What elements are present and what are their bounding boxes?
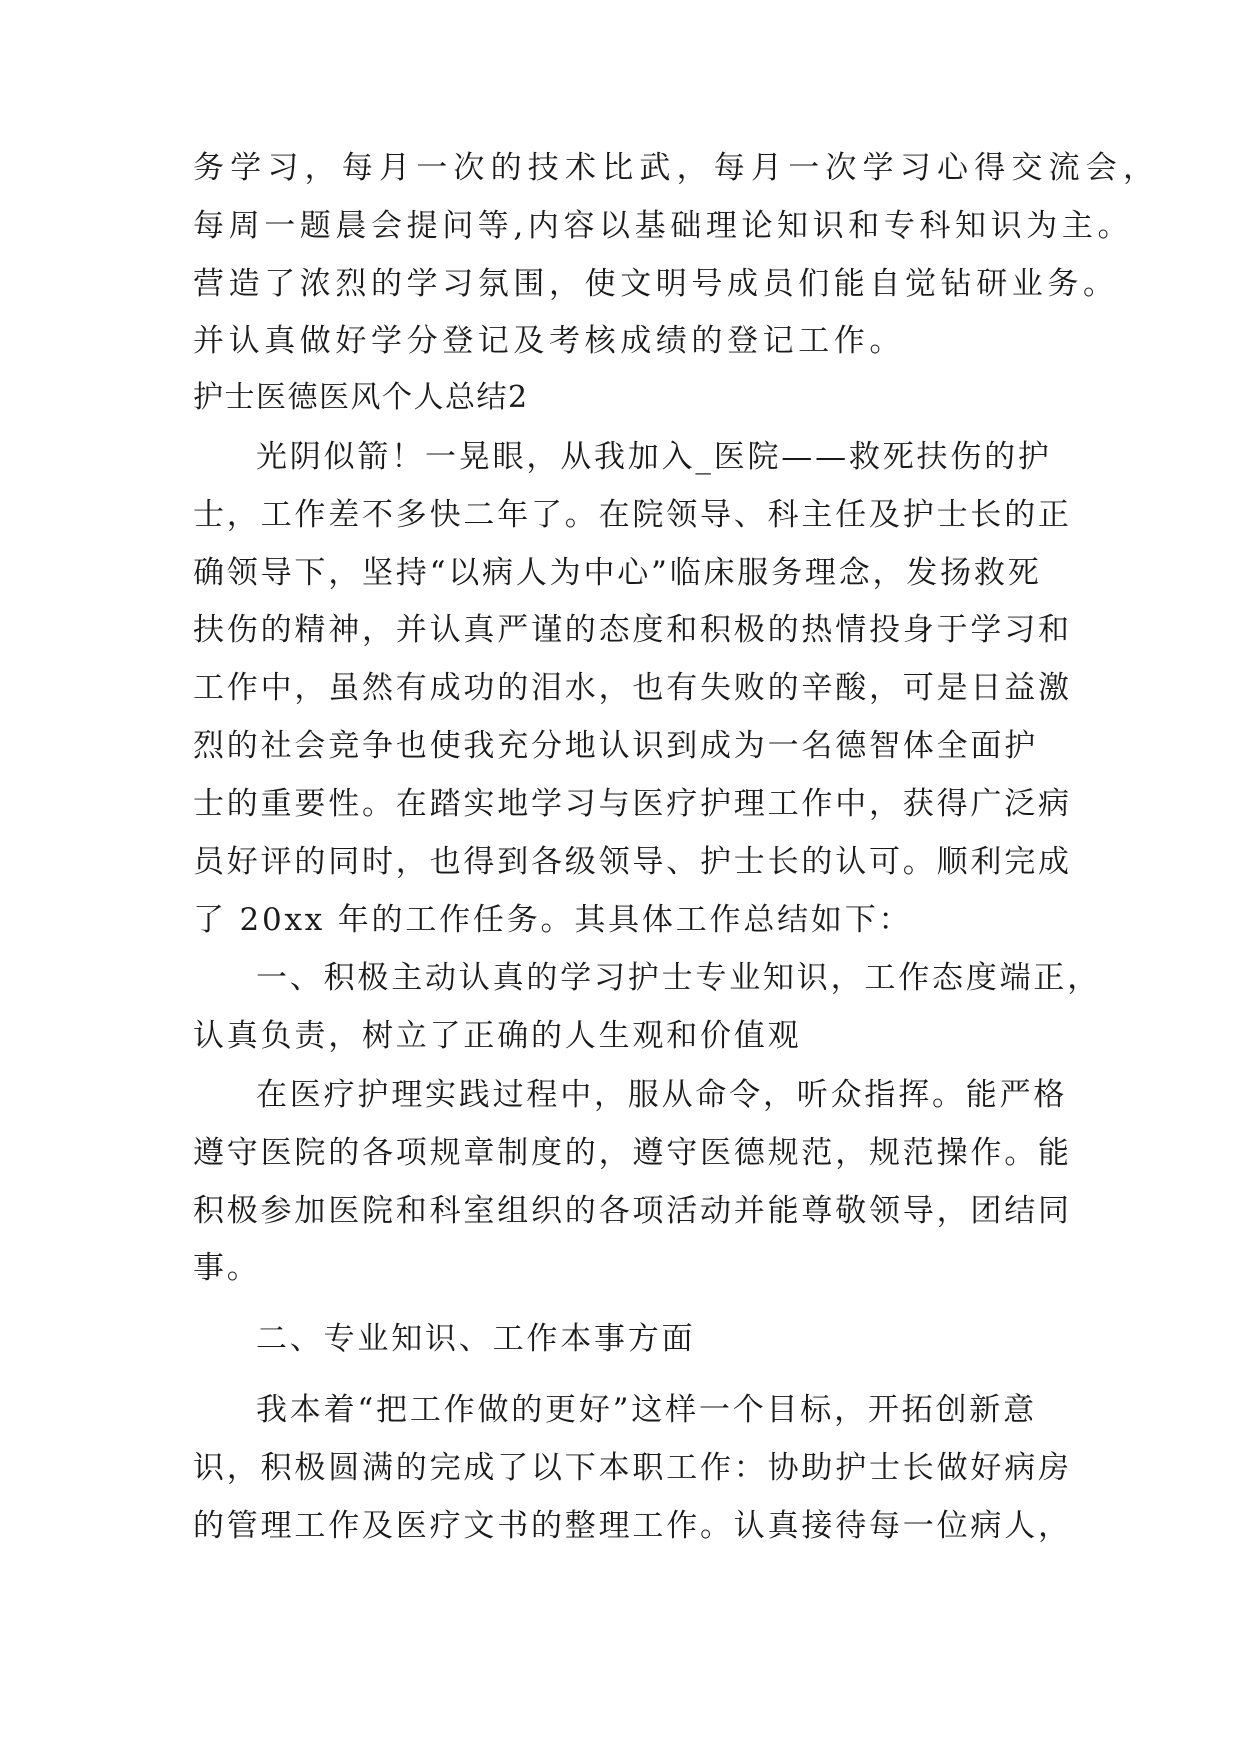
paragraph-line: 士，工作差不多快二年了。在院领导、科主任及护士长的正 bbox=[193, 497, 1072, 533]
paragraph-line: 务学习，每月一次的技术比武，每月一次学习心得交流会， bbox=[193, 150, 1161, 186]
paragraph-line: 并认真做好学分登记及考核成绩的登记工作。 bbox=[193, 323, 905, 359]
paragraph-line: 工作中，虽然有成功的泪水，也有失败的辛酸，可是日益激 bbox=[193, 670, 1072, 706]
paragraph-line: 积极参加医院和科室组织的各项活动并能尊敬领导，团结同 bbox=[193, 1193, 1072, 1229]
section-heading: 护士医德医风个人总结2 bbox=[193, 380, 529, 415]
paragraph-line: 营造了浓烈的学习氛围，使文明号成员们能自觉钻研业务。 bbox=[193, 266, 1119, 302]
paragraph-line: 扶伤的精神，并认真严谨的态度和积极的热情投身于学习和 bbox=[193, 612, 1072, 648]
paragraph-line: 的管理工作及医疗文书的整理工作。认真接待每一位病人， bbox=[193, 1508, 1072, 1544]
paragraph-line: 员好评的同时，也得到各级领导、护士长的认可。顺利完成 bbox=[193, 844, 1072, 880]
paragraph-line: 光阴似箭！一晃眼，从我加入_医院——救死扶伤的护 bbox=[256, 439, 1052, 475]
paragraph-line: 二、专业知识、工作本事方面 bbox=[256, 1321, 696, 1357]
paragraph-line: 士的重要性。在踏实地学习与医疗护理工作中，获得广泛病 bbox=[193, 786, 1072, 822]
paragraph-line: 确领导下，坚持“以病人为中心”临床服务理念，发扬救死 bbox=[193, 555, 1042, 591]
paragraph-line: 事。 bbox=[193, 1250, 261, 1286]
paragraph-line: 认真负责，树立了正确的人生观和价值观 bbox=[193, 1018, 802, 1054]
paragraph-line: 烈的社会竞争也使我充分地认识到成为一名德智体全面护 bbox=[193, 728, 1038, 764]
paragraph-line: 我本着“把工作做的更好”这样一个目标，开拓创新意 bbox=[256, 1392, 1037, 1428]
paragraph-line: 在医疗护理实践过程中，服从命令，听众指挥。能严格 bbox=[256, 1077, 1068, 1113]
paragraph-line: 一、积极主动认真的学习护士专业知识，工作态度端正， bbox=[256, 960, 1101, 996]
paragraph-line: 遵守医院的各项规章制度的，遵守医德规范，规范操作。能 bbox=[193, 1135, 1072, 1171]
paragraph-line: 识，积极圆满的完成了以下本职工作：协助护士长做好病房 bbox=[193, 1450, 1072, 1486]
paragraph-line: 每周一题晨会提问等,内容以基础理论知识和专科知识为主。 bbox=[193, 208, 1134, 244]
paragraph-line: 了 20xx 年的工作任务。其具体工作总结如下： bbox=[193, 902, 913, 938]
